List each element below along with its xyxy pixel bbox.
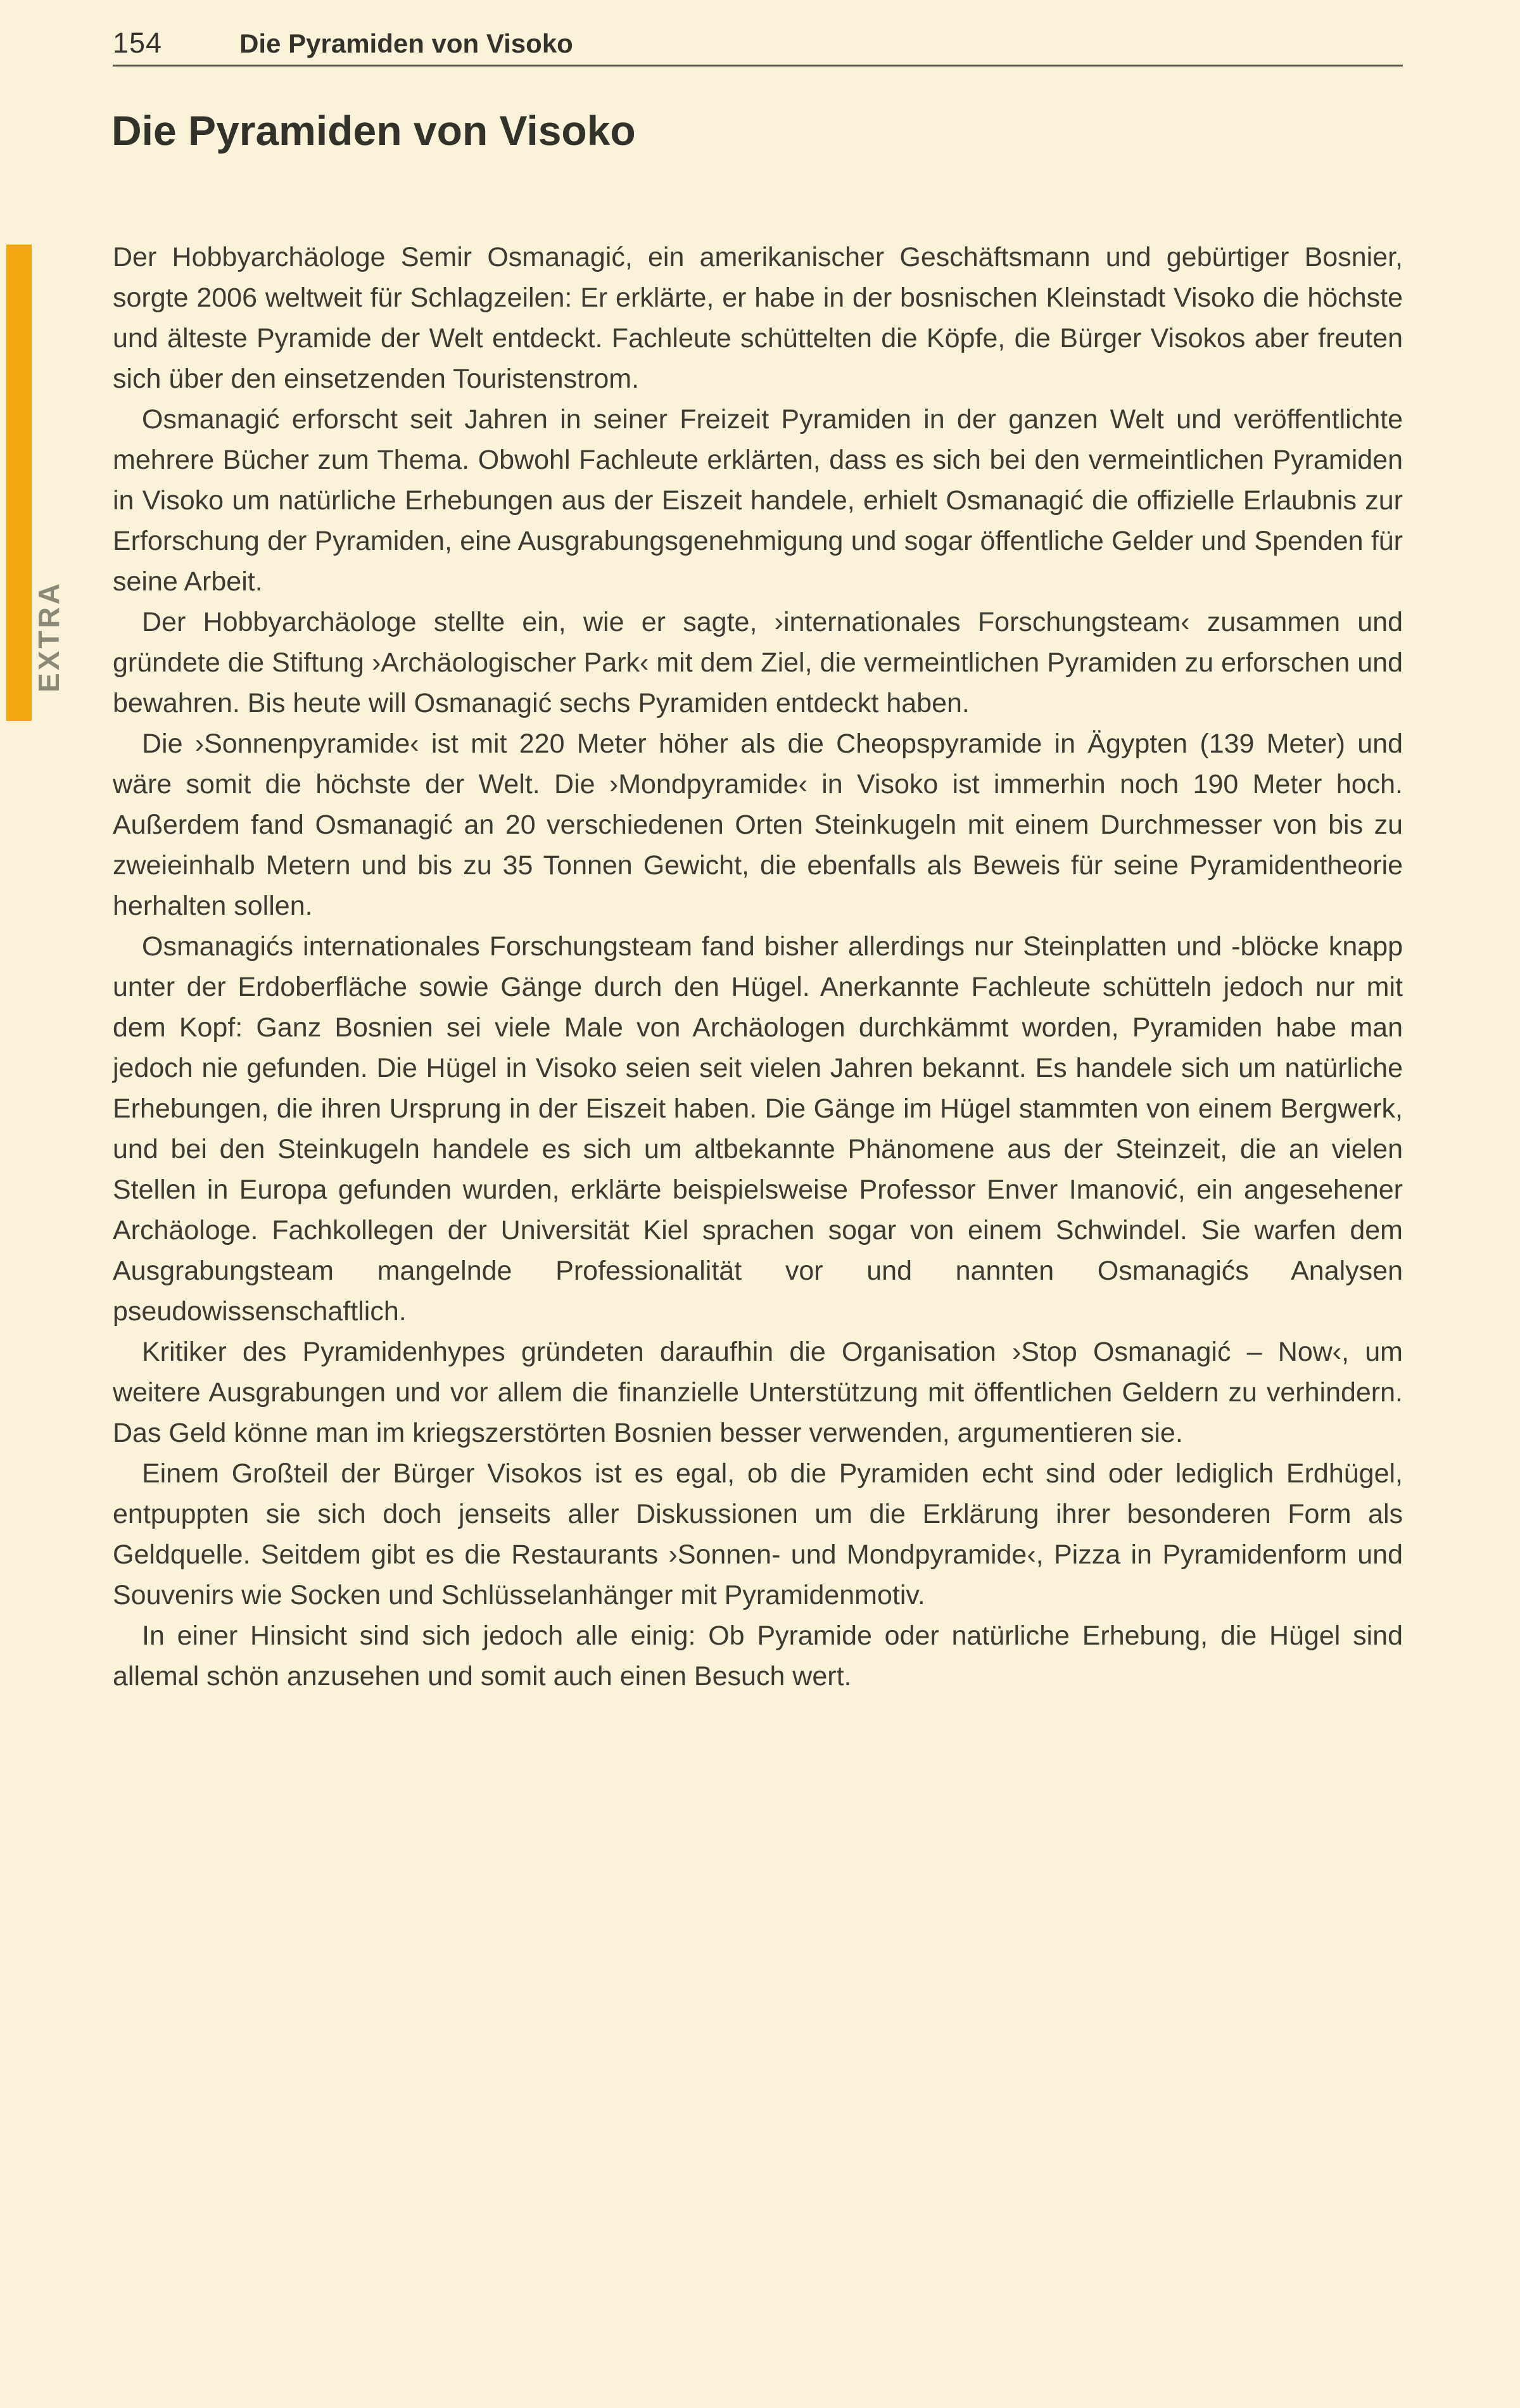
article-body [113,237,1403,1697]
paragraph: Die ›Sonnenpyramide‹ ist mit 220 Meter höher als die Cheopspyramide in Ägypten (139 Meter) und wäre somit die höchste der Welt. Die ›Mondpyramide‹ in Visoko ist immerhin noch 190 Meter hoch. Außerdem fand Osmanagić an 20 verschiedenen Orten Steinkugeln mit einem Durchmesser von bis zu zweieinhalb Metern und bis zu 35 Tonnen Gewicht, die ebenfalls als Beweis für seine Pyramidentheorie herhalten sollen. [113,729,1403,921]
extra-tab-label: EXTRA [32,581,65,692]
running-header-title: Die Pyramiden von Visoko [239,29,573,58]
page-header [113,27,1403,60]
paragraph: Osmanagićs internationales Forschungsteam fand bisher allerdings nur Steinplatten und -blöcke knapp unter der Erdoberfläche sowie Gänge durch den Hügel. Anerkannte Fachleute schütteln jedoch nur mit dem Kopf: Ganz Bosnien sei viele Male von Archäologen durchkämmt worden, Pyramiden habe man jedoch nie gefunden. Die Hügel in Visoko seien seit vielen Jahren bekannt. Es handele sich um natürliche Erhebungen, die ihren Ursprung in der Eiszeit haben. Die Gänge im Hügel stammten von einem Bergwerk, und bei den Steinkugeln handele es sich um altbekannte Phänomene aus der Steinzeit, die an vielen Stellen in Europa gefunden wurden, erklärte beispielsweise Professor Enver Imanović, ein angesehener Archäologe. Fachkollegen der Universität Kiel sprachen sogar von einem Schwindel. Sie warfen dem Ausgrabungsteam mangelnde Professionalität vor und nannten Osmanagićs Analysen pseudowissenschaftlich. [113,931,1403,1327]
paragraph: Der Hobbyarchäologe Semir Osmanagić, ein amerikanischer Geschäftsmann und gebürtiger Bosnier, sorgte 2006 weltweit für Schlagzeilen: Er erklärte, er habe in der bosnischen Kleinstadt Visoko die höchste und älteste Pyramide der Welt entdeckt. Fachleute schüttelten die Köpfe, die Bürger Visokos aber freuten sich über den einsetzenden Touristenstrom. [113,242,1403,394]
paragraph: Osmanagić erforscht seit Jahren in seiner Freizeit Pyramiden in der ganzen Welt und veröffentlichte mehrere Bücher zum Thema. Obwohl Fachleute erklärten, dass es sich bei den vermeintlichen Pyramiden in Visoko um natürliche Erhebungen aus der Eiszeit handele, erhielt Osmanagić die offizielle Erlaubnis zur Erforschung der Pyramiden, eine Ausgrabungsgenehmigung und sogar öffentliche Gelder und Spenden für seine Arbeit. [113,404,1403,597]
page-number: 154 [113,27,163,59]
extra-tab-bar [6,245,32,721]
header-rule [113,65,1403,67]
paragraph: Der Hobbyarchäologe stellte ein, wie er sagte, ›internationales Forschungsteam‹ zusammen und gründete die Stiftung ›Archäologischer Park‹ mit dem Ziel, die vermeintlichen Pyramiden zu erforschen und bewahren. Bis heute will Osmanagić sechs Pyramiden entdeckt haben. [113,607,1403,718]
paragraph: Kritiker des Pyramidenhypes gründeten daraufhin die Organisation ›Stop Osmanagić – Now‹, um weitere Ausgrabungen und vor allem die finanzielle Unterstützung mit öffentlichen Geldern zu verhindern. Das Geld könne man im kriegszerstörten Bosnien besser verwenden, argumentieren sie. [113,1337,1403,1448]
paragraph: In einer Hinsicht sind sich jedoch alle einig: Ob Pyramide oder natürliche Erhebung, die Hügel sind allemal schön anzusehen und somit auch einen Besuch wert. [113,1621,1403,1691]
chapter-title: Die Pyramiden von Visoko [111,107,636,154]
paragraph: Einem Großteil der Bürger Visokos ist es egal, ob die Pyramiden echt sind oder lediglich Erdhügel, entpuppten sie sich doch jenseits aller Diskussionen um die Erklärung ihrer besonderen Form als Geldquelle. Seitdem gibt es die Restaurants ›Sonnen- und Mondpyramide‹, Pizza in Pyramidenform und Souvenirs wie Socken und Schlüsselanhänger mit Pyramidenmotiv. [113,1458,1403,1610]
